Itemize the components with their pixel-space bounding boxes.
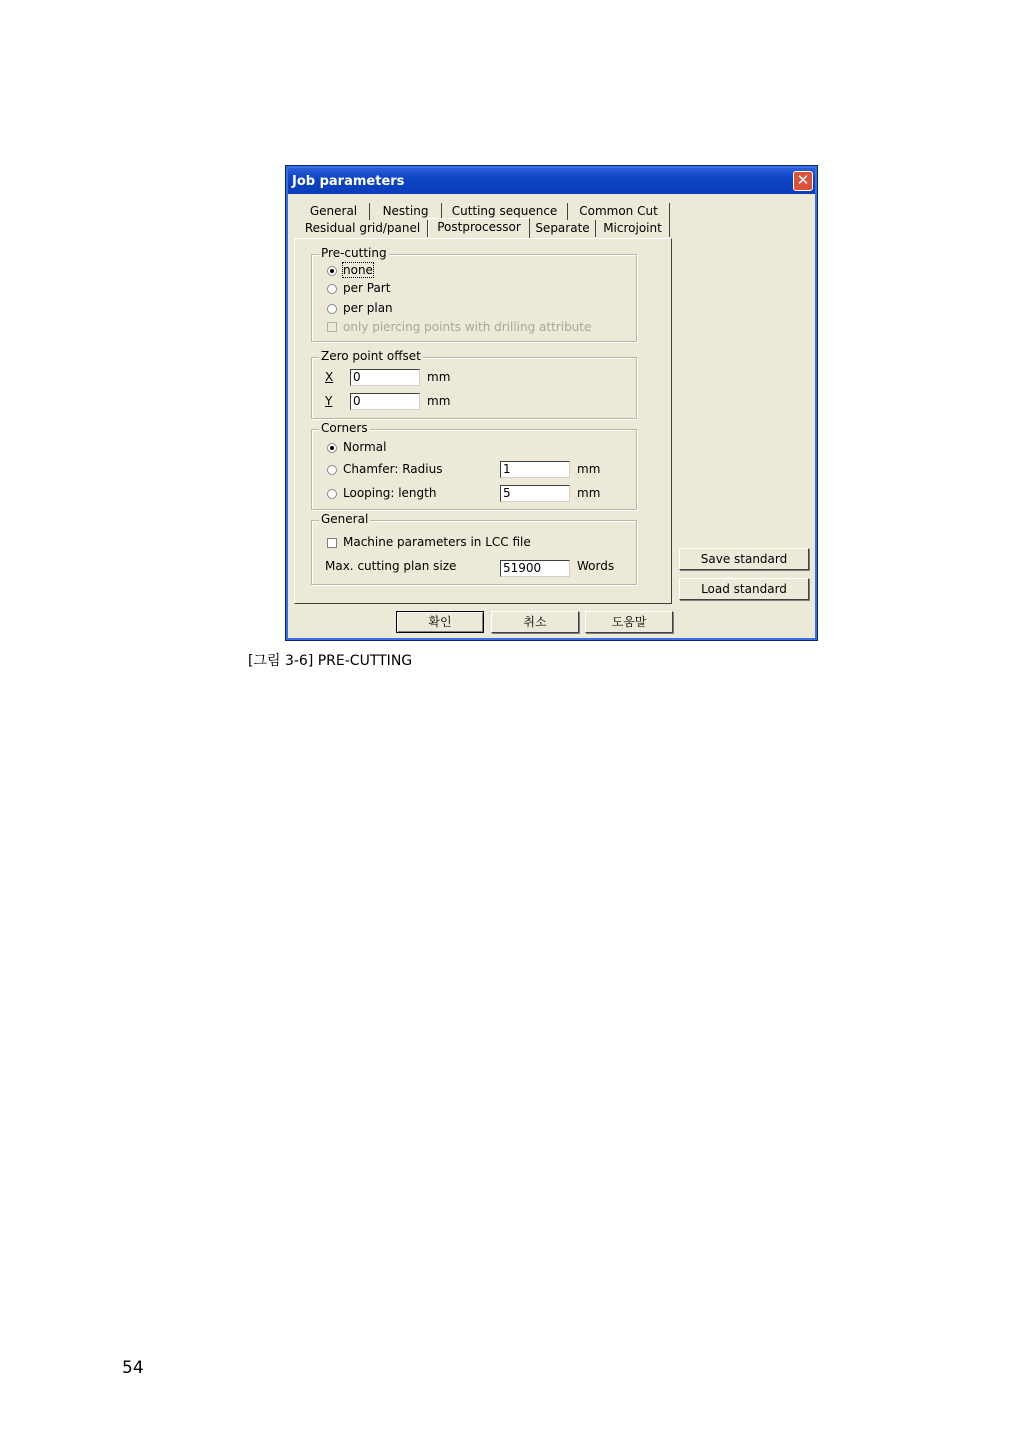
corners-chamfer-label[interactable]: Chamfer: Radius [343, 462, 443, 476]
title-bar[interactable] [288, 168, 815, 194]
tab-common-cut[interactable]: Common Cut [568, 203, 670, 220]
tab-postprocessor[interactable]: Postprocessor [428, 218, 530, 238]
job-parameters-dialog [285, 165, 818, 641]
x-offset-input[interactable]: 0 [350, 369, 420, 386]
corners-normal-radio[interactable] [327, 443, 337, 453]
machine-params-label[interactable]: Machine parameters in LCC file [343, 535, 531, 549]
x-offset-unit: mm [427, 370, 451, 384]
load-standard-button[interactable]: Load standard [679, 578, 809, 600]
general-legend: General [321, 512, 369, 526]
tab-general[interactable]: General [298, 203, 370, 220]
machine-params-checkbox[interactable] [327, 538, 337, 548]
tab-cutting-sequence[interactable]: Cutting sequence [442, 203, 568, 220]
y-offset-label: Y [325, 394, 333, 408]
max-plan-size-label: Max. cutting plan size [325, 559, 457, 573]
precutting-per-part-radio[interactable] [327, 284, 337, 294]
zero-offset-group [311, 349, 637, 419]
max-plan-size-input[interactable]: 51900 [500, 560, 570, 577]
ok-button[interactable]: 확인 [396, 611, 484, 633]
save-standard-button[interactable]: Save standard [679, 548, 809, 570]
tab-separate[interactable]: Separate [530, 220, 596, 237]
corners-group [311, 421, 637, 510]
corners-chamfer-radio[interactable] [327, 465, 337, 475]
postprocessor-panel [294, 238, 672, 604]
drilling-attribute-label: only piercing points with drilling attribute [343, 320, 592, 334]
y-offset-input[interactable]: 0 [350, 393, 420, 410]
precutting-per-plan-radio[interactable] [327, 304, 337, 314]
chamfer-radius-input[interactable]: 1 [500, 461, 570, 478]
corners-legend: Corners [321, 421, 368, 435]
precutting-none-radio[interactable] [327, 266, 337, 276]
looping-length-unit: mm [577, 486, 601, 500]
general-group [311, 512, 637, 585]
max-plan-size-unit: Words [577, 559, 615, 573]
x-offset-label: X [325, 370, 334, 384]
precutting-none-label[interactable]: none [343, 263, 373, 277]
corners-normal-label[interactable]: Normal [343, 440, 387, 454]
precutting-legend: Pre-cutting [321, 246, 387, 260]
precutting-per-plan-label[interactable]: per plan [343, 301, 393, 315]
corners-looping-label[interactable]: Looping: length [343, 486, 437, 500]
page-number: 54 [122, 1358, 144, 1378]
cancel-button[interactable]: 취소 [491, 611, 579, 633]
tab-residual-grid-panel[interactable]: Residual grid/panel [298, 220, 428, 237]
precutting-per-part-label[interactable]: per Part [343, 281, 391, 295]
corners-looping-radio[interactable] [327, 489, 337, 499]
drilling-attribute-checkbox[interactable] [327, 322, 337, 332]
close-button[interactable] [793, 171, 813, 191]
zero-offset-legend: Zero point offset [321, 349, 421, 363]
y-offset-unit: mm [427, 394, 451, 408]
tab-microjoint[interactable]: Microjoint [596, 220, 670, 237]
figure-caption: [그림 3-6] PRE-CUTTING [248, 653, 413, 669]
precutting-group [311, 246, 637, 342]
dialog-title: Job parameters [292, 174, 405, 189]
chamfer-radius-unit: mm [577, 462, 601, 476]
help-button[interactable]: 도움말 [585, 611, 673, 633]
looping-length-input[interactable]: 5 [500, 485, 570, 502]
tab-nesting[interactable]: Nesting [370, 203, 442, 220]
close-icon: ✕ [796, 171, 810, 189]
